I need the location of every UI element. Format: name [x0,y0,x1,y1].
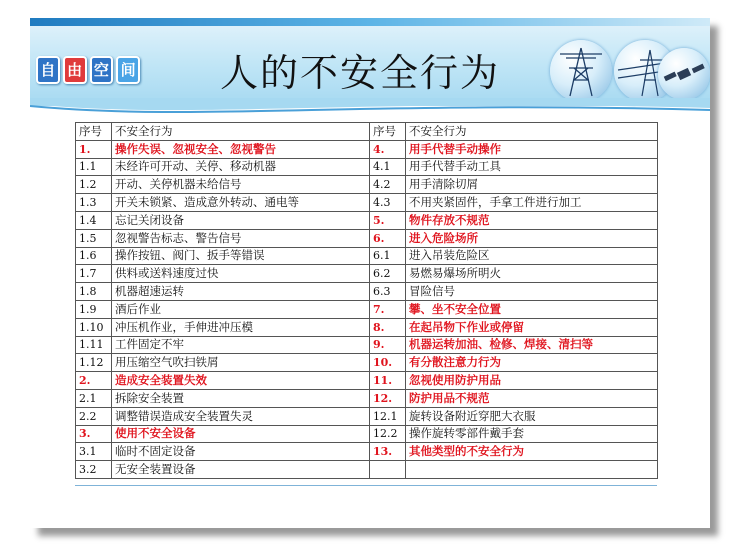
row-behavior-left: 冲压机作业，手伸进冲压模 [112,318,370,336]
row-number-right: 10. [370,354,406,372]
slide-title: 人的不安全行为 [220,51,501,95]
table-row [76,194,658,212]
row-number-right: 7. [370,300,406,318]
row-behavior-left: 使用不安全设备 [112,425,370,443]
row-behavior-right: 防护用品不规范 [406,389,658,407]
row-number-right: 8. [370,318,406,336]
row-number-left: 1.2 [76,176,112,194]
table-row [76,354,658,372]
slide [30,18,710,528]
table-row [76,336,658,354]
row-behavior-right: 不用夹紧固件，手拿工件进行加工 [406,194,658,212]
row-number-right: 6.3 [370,283,406,301]
row-number-right: 11. [370,372,406,390]
table-row [76,425,658,443]
row-behavior-left: 用压缩空气吹扫铁屑 [112,354,370,372]
table-row [76,389,658,407]
row-behavior-left: 无安全装置设备 [112,461,370,479]
row-behavior-right: 进入危险场所 [406,229,658,247]
header-behavior-left: 不安全行为 [112,123,370,141]
row-behavior-right: 操作旋转零部件戴手套 [406,425,658,443]
row-behavior-right: 冒险信号 [406,283,658,301]
table-row [76,443,658,461]
row-number-right: 5. [370,211,406,229]
row-behavior-right: 用手代替手动工具 [406,158,658,176]
row-number-right: 12.2 [370,425,406,443]
row-number-right: 4.3 [370,194,406,212]
logo-char-4: 间 [116,56,140,84]
table-body [76,123,658,479]
row-number-left: 3.1 [76,443,112,461]
table-row [76,372,658,390]
row-behavior-left: 拆除安全装置 [112,389,370,407]
row-behavior-left: 机器超速运转 [112,283,370,301]
row-behavior-right: 有分散注意力行为 [406,354,658,372]
table-row [76,229,658,247]
table-row [76,140,658,158]
row-number-left: 1.1 [76,158,112,176]
row-number-left: 1.11 [76,336,112,354]
header-top-bar [30,18,710,26]
row-number-left: 3.2 [76,461,112,479]
table-row [76,407,658,425]
row-number-left: 1.8 [76,283,112,301]
table-row [76,247,658,265]
row-behavior-left: 操作按钮、阀门、扳手等错误 [112,247,370,265]
header-no-left: 序号 [76,123,112,141]
row-behavior-right: 用手清除切屑 [406,176,658,194]
row-behavior-right: 机器运转加油、检修、焊接、清扫等 [406,336,658,354]
row-number-left: 1. [76,140,112,158]
bottom-divider [75,485,657,486]
table-row [76,318,658,336]
row-behavior-right: 在起吊物下作业或停留 [406,318,658,336]
row-number-right: 9. [370,336,406,354]
row-number-left: 1.3 [76,194,112,212]
unsafe-behavior-table [75,122,658,479]
row-behavior-right: 进入吊装危险区 [406,247,658,265]
header-wave [30,98,710,122]
row-number-left: 3. [76,425,112,443]
unsafe-behavior-table-wrap [75,122,657,479]
row-number-left: 2. [76,372,112,390]
row-number-right: 4. [370,140,406,158]
row-behavior-right: 用手代替手动操作 [406,140,658,158]
table-row [76,461,658,479]
row-behavior-right: 忽视使用防护用品 [406,372,658,390]
row-number-right: 6.2 [370,265,406,283]
row-number-left: 2.2 [76,407,112,425]
row-behavior-left: 开关未锁紧、造成意外转动、通电等 [112,194,370,212]
table-row [76,300,658,318]
row-behavior-left: 调整错误造成安全装置失灵 [112,407,370,425]
row-number-left: 1.7 [76,265,112,283]
table-row [76,283,658,301]
logo-char-1: 自 [36,56,60,84]
logo [36,56,140,84]
row-behavior-left: 未经许可开动、关停、移动机器 [112,158,370,176]
row-behavior-left: 临时不固定设备 [112,443,370,461]
row-behavior-left: 开动、关停机器未给信号 [112,176,370,194]
row-behavior-right: 物件存放不规范 [406,211,658,229]
row-number-right: 4.2 [370,176,406,194]
table-row [76,176,658,194]
row-behavior-right [406,461,658,479]
row-behavior-right: 攀、坐不安全位置 [406,300,658,318]
power-tower-icon [550,40,612,102]
header-behavior-right: 不安全行为 [406,123,658,141]
row-number-left: 1.9 [76,300,112,318]
table-row [76,265,658,283]
row-behavior-left: 忽视警告标志、警告信号 [112,229,370,247]
row-behavior-left: 造成安全装置失效 [112,372,370,390]
row-number-left: 1.12 [76,354,112,372]
slide-header [30,18,710,106]
row-behavior-left: 操作失误、忽视安全、忽视警告 [112,140,370,158]
table-row [76,158,658,176]
row-number-left: 1.6 [76,247,112,265]
row-behavior-left: 工件固定不牢 [112,336,370,354]
row-behavior-left: 酒后作业 [112,300,370,318]
row-number-right: 6.1 [370,247,406,265]
row-number-left: 1.10 [76,318,112,336]
row-number-right: 12.1 [370,407,406,425]
row-behavior-right: 旋转设备附近穿肥大衣服 [406,407,658,425]
row-number-right: 13. [370,443,406,461]
row-behavior-right: 易燃易爆场所明火 [406,265,658,283]
row-behavior-left: 忘记关闭设备 [112,211,370,229]
row-number-right: 6. [370,229,406,247]
row-behavior-left: 供料或送料速度过快 [112,265,370,283]
logo-char-2: 由 [63,56,87,84]
row-number-right: 4.1 [370,158,406,176]
logo-char-3: 空 [90,56,114,84]
row-number-left: 1.4 [76,211,112,229]
row-number-left: 2.1 [76,389,112,407]
row-number-right [370,461,406,479]
satellite-icon [658,48,710,100]
table-header-row [76,123,658,141]
row-number-right: 12. [370,389,406,407]
table-row [76,211,658,229]
row-behavior-right: 其他类型的不安全行为 [406,443,658,461]
row-number-left: 1.5 [76,229,112,247]
header-no-right: 序号 [370,123,406,141]
